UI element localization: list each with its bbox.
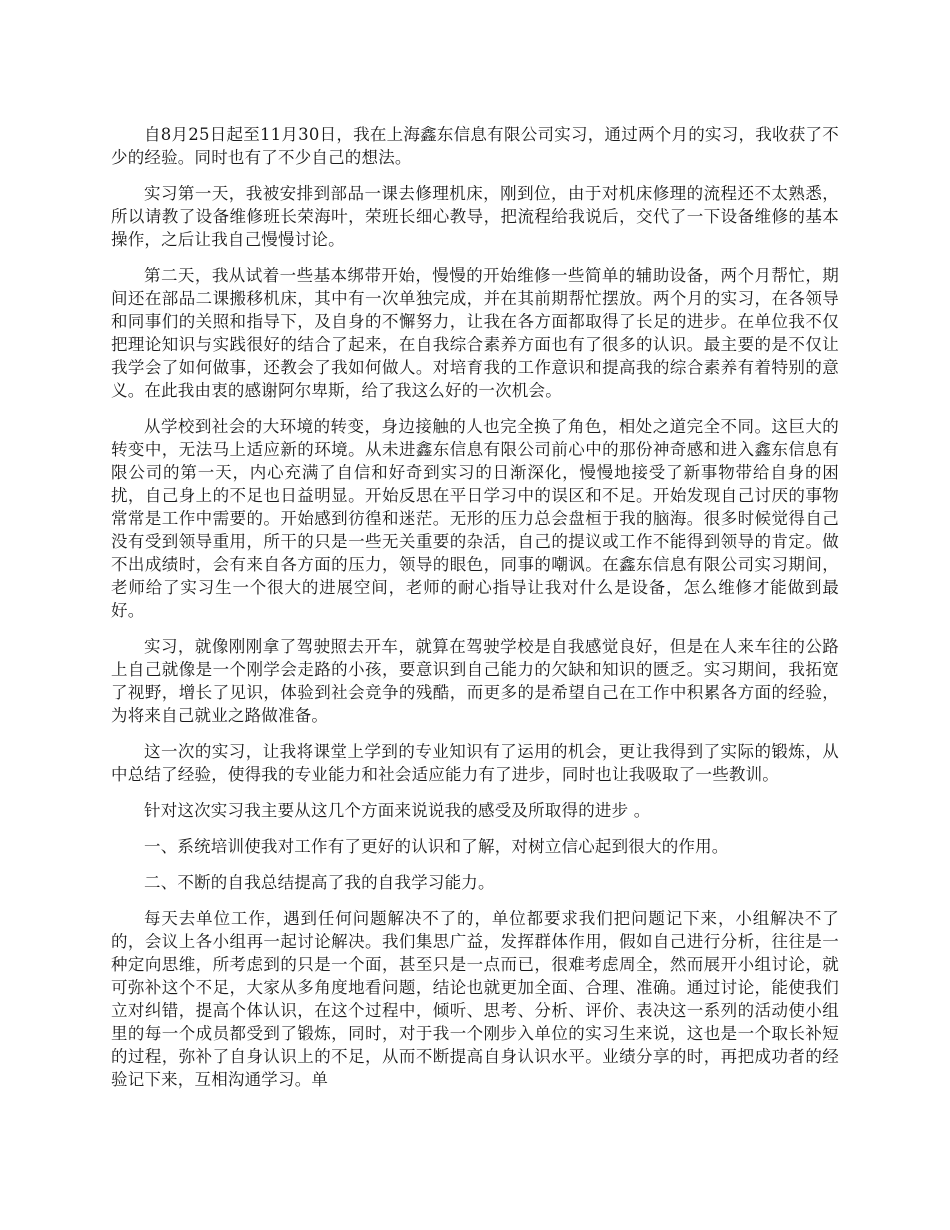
paragraph-3: 第二天，我从试着一些基本绑带开始，慢慢的开始维修一些简单的辅助设备，两个月帮忙，期间还在部品二课搬移机床，其中有一次单独完成，并在其前期帮忙摆放。两个月的实习，在各领导和同事们的关照和指导下，及自身的不懈努力，让我在各方面都取得了长足的进步。在单位我不仅把理论知识与实践很好的结合了起来，在自我综合素养方面也有了很多的认识。最主要的是不仅让我学会了如何做事，还教会了我如何做人。对培育我的工作意识和提高我的综合素养有着特别的意义。在此我由衷的感谢阿尔卑斯，给了我这么好的一次机会。 <box>111 266 839 400</box>
paragraph-9: 二、不断的自我总结提高了我的自我学习能力。 <box>144 873 495 892</box>
paragraph-6: 这一次的实习，让我将课堂上学到的专业知识有了运用的机会，更让我得到了实际的锻炼，从中总结了经验，使得我的专业能力和社会适应能力有了进步，同时也让我吸取了一些教训。 <box>111 742 839 784</box>
paragraph-2: 实习第一天，我被安排到部品一课去修理机床，刚到位，由于对机床修理的流程还不太熟悉，所以请教了设备维修班长荣海叶，荣班长细心教导，把流程给我说后，交代了一下设备维修的基本操作，之后让我自己慢慢讨论。 <box>111 184 839 249</box>
paragraph-7: 针对这次实习我主要从这几个方面来说说我的感受及所取得的进步 。 <box>144 801 651 820</box>
paragraph-8: 一、系统培训使我对工作有了更好的认识和了解，对树立信心起到很大的作用。 <box>144 837 729 856</box>
paragraph-5: 实习，就像刚刚拿了驾驶照去开车，就算在驾驶学校是自我感觉良好，但是在人来车往的公路上自己就像是一个刚学会走路的小孩，要意识到自己能力的欠缺和知识的匮乏。实习期间，我拓宽了视野，增长了见识，体验到社会竞争的残酷，而更多的是希望自己在工作中积累各方面的经验，为将来自己就业之路做准备。 <box>111 637 839 725</box>
paragraph-4: 从学校到社会的大环境的转变，身边接触的人也完全换了角色，相处之道完全不同。这巨大的转变中，无法马上适应新的环境。从未进鑫东信息有限公司前心中的那份神奇感和进入鑫东信息有限公司的第一天，内心充满了自信和好奇到实习的日渐深化，慢慢地接受了新事物带给自身的困扰，自己身上的不足也日益明显。开始反思在平日学习中的误区和不足。开始发现自己讨厌的事物常常是工作中需要的。开始感到彷徨和迷茫。无形的压力总会盘桓于我的脑海。很多时候觉得自己没有受到领导重用，所干的只是一些无关重要的杂活，自己的提议或工作不能得到领导的肯定。做不出成绩时，会有来自各方面的压力，领导的眼色，同事的嘲讽。在鑫东信息有限公司实习期间，老师给了实习生一个很大的进展空间，老师的耐心指导让我对什么是设备，怎么维修才能做到最好。 <box>111 417 839 620</box>
paragraph-10: 每天去单位工作，遇到任何问题解决不了的，单位都要求我们把问题记下来，小组解决不了的，会议上各小组再一起讨论解决。我们集思广益，发挥群体作用，假如自己进行分析，往往是一种定向思维，所考虑到的只是一个面，甚至只是一点而已，很难考虑周全，然而展开小组讨论，就可弥补这个不足，大家从多角度地看问题，结论也就更加全面、合理、准确。通过讨论，能使我们立对纠错，提高个体认识，在这个过程中，倾听、思考、分析、评价、表决这一系列的活动使小组里的每一个成员都受到了锻炼，同时，对于我一个刚步入单位的实习生来说，这也是一个取长补短的过程，弥补了自身认识上的不足，从而不断提高自身认识水平。业绩分享的时，再把成功者的经验记下来，互相沟通学习。单 <box>111 909 839 1089</box>
document-body <box>111 123 839 1104</box>
paragraph-1: 自8月25日起至11月30日，我在上海鑫东信息有限公司实习，通过两个月的实习，我收获了不少的经验。同时也有了不少自己的想法。 <box>111 125 839 167</box>
